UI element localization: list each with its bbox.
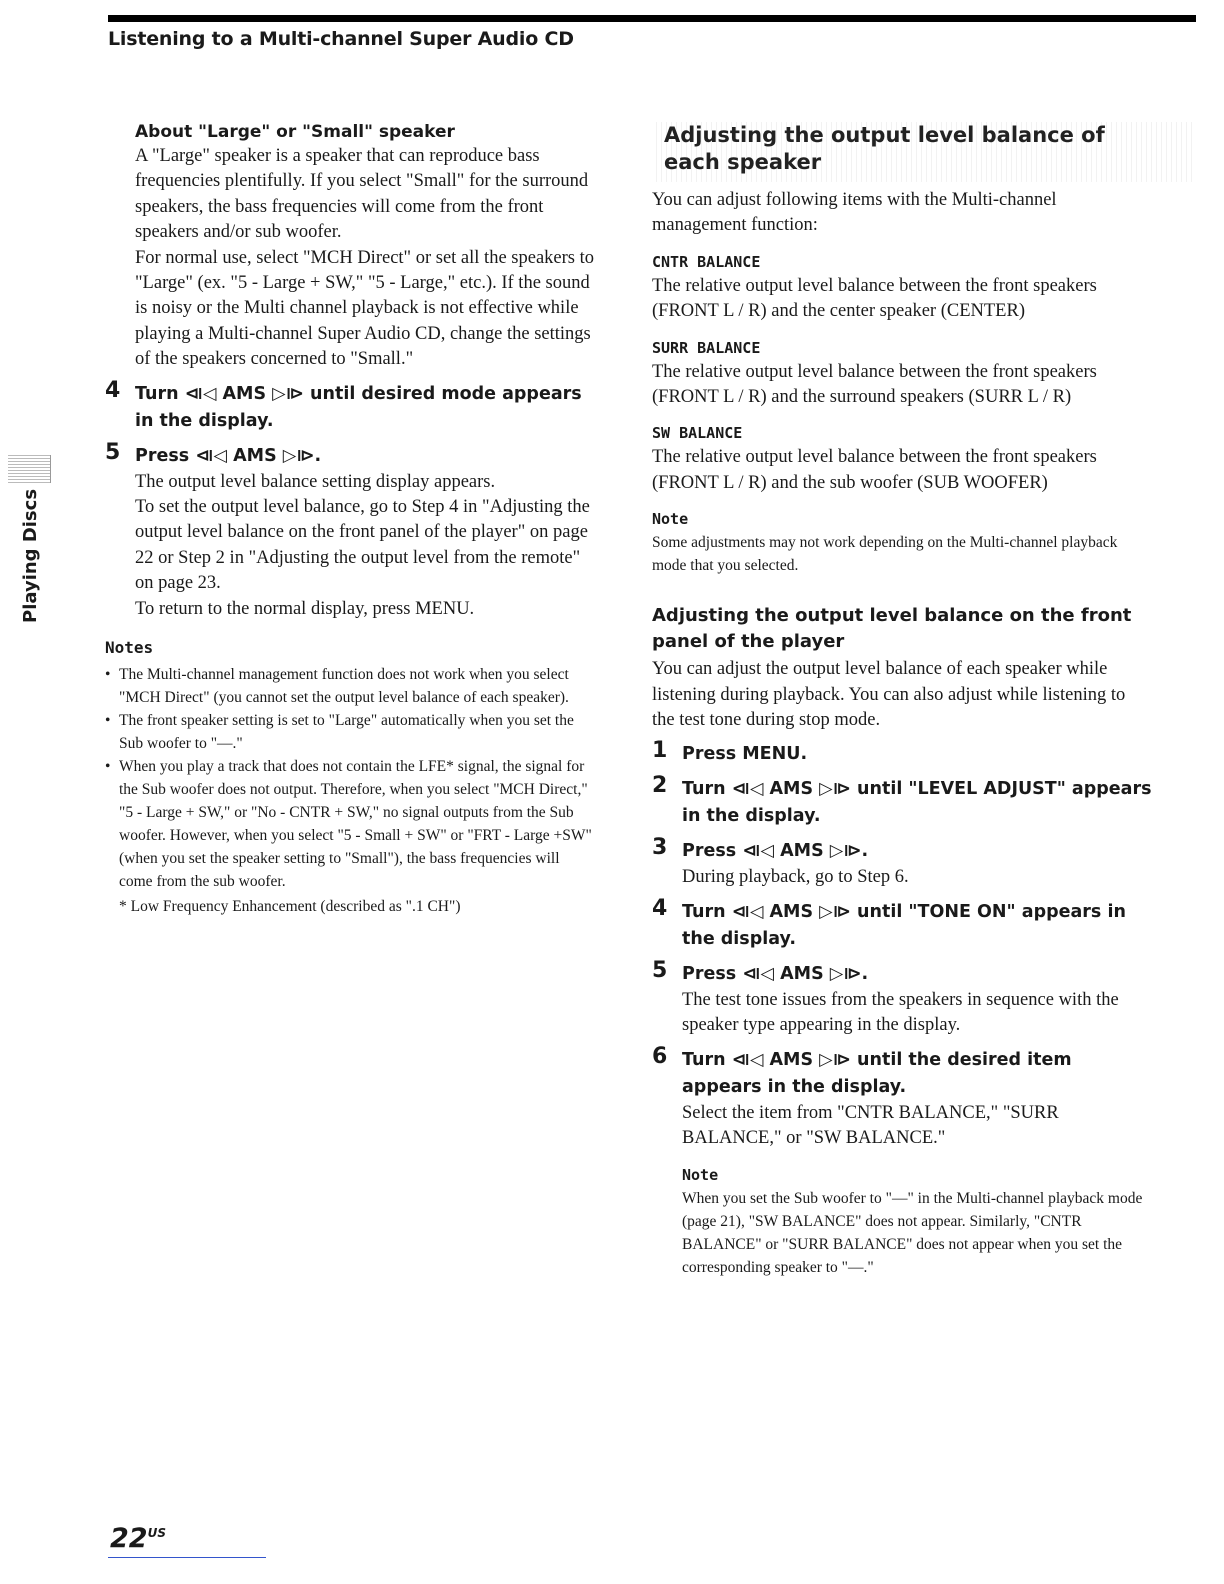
notes-list <box>105 663 595 893</box>
footer-rule <box>108 1557 266 1558</box>
step-title: Press ⧏◁ AMS ▷⧐. <box>135 445 322 466</box>
section-title: Adjusting the output level balance of each speaker <box>662 122 1152 176</box>
note-heading: Note <box>652 510 689 529</box>
step-number: 5 <box>105 439 121 465</box>
step-text: The test tone issues from the speakers in sequence with the speaker type appearing in the display. <box>682 989 1119 1036</box>
side-section-label <box>20 488 46 623</box>
balance-item <box>652 253 1152 325</box>
footnote: * Low Frequency Enhancement (described as ".1 CH") <box>119 898 461 916</box>
right-step-1 <box>652 738 1152 768</box>
page-number <box>110 1523 166 1554</box>
about-speaker-text: A "Large" speaker is a speaker that can reproduce bass frequencies plentifully. If you select "Small" for the surround speakers, the bass frequencies will come from the front speakers and/or sub woofer. <box>135 146 589 243</box>
note-text: When you play a track that does not contain the LFE* signal, the signal for the Sub woofer does not output. Therefore, when you select "MCH Direct," "5 - Large + SW," or "No - CNTR + SW," no signal outputs from the Sub woofer. However, when you select "5 - Small + SW" or "FRT - Large +SW" (when you set the speaker setting to "Small"), the bass frequencies will come from the sub woofer. <box>119 758 592 891</box>
step-title: Turn ⧏◁ AMS ▷⧐ until "LEVEL ADJUST" appears in the display. <box>682 779 1152 827</box>
section-tab-marker <box>8 455 51 483</box>
header-rule <box>108 15 1196 22</box>
step-number: 3 <box>652 835 668 861</box>
section-intro: You can adjust following items with the Multi-channel management function: <box>652 190 1057 236</box>
step-note-block <box>652 1166 1152 1279</box>
bullet-icon: • <box>105 666 111 684</box>
step-number: 5 <box>652 957 668 983</box>
note-heading: Note <box>682 1165 719 1184</box>
note-item <box>105 709 595 755</box>
step-text: To set the output level balance, go to Step 4 in "Adjusting the output level balance on the front panel of the player" on page 22 or Step 2 in "Adjusting the output level from the remote" on page 23. <box>135 497 590 594</box>
bullet-icon: • <box>105 758 111 776</box>
step-title: Press MENU. <box>682 744 808 765</box>
step-title: Turn ⧏◁ AMS ▷⧐ until "TONE ON" appears in the display. <box>682 901 1126 949</box>
step-text: Select the item from "CNTR BALANCE," "SURR BALANCE," or "SW BALANCE." <box>682 1102 1059 1149</box>
note-text: The Multi-channel management function does not work when you select "MCH Direct" (you cannot set the output level balance of each speaker). <box>119 666 569 707</box>
about-speaker-block <box>105 120 595 373</box>
note-text: The front speaker setting is set to "Large" automatically when you set the Sub woofer to "—." <box>119 712 574 753</box>
balance-item-label: SW BALANCE <box>652 424 743 443</box>
right-step-6 <box>652 1043 1152 1152</box>
balance-item-text: The relative output level balance between the front speakers (FRONT L / R) and the sub woofer (SUB WOOFER) <box>652 447 1097 493</box>
note-item <box>105 755 595 893</box>
right-step-2 <box>652 773 1152 830</box>
bullet-icon: • <box>105 712 111 730</box>
about-speaker-text-2: For normal use, select "MCH Direct" or set all the speakers to "Large" (ex. "5 - Large + SW," "5 - Large," etc.). If the sound is noisy or the Multi channel playback is not effective while playing a Multi-channel Super Audio CD, change the settings of the speakers concerned to "Small." <box>135 247 594 370</box>
step-title: Press ⧏◁ AMS ▷⧐. <box>682 841 869 862</box>
balance-item <box>652 424 1152 496</box>
step-number: 2 <box>652 773 668 799</box>
page-number-value: 22 <box>110 1523 148 1554</box>
step-number: 4 <box>105 377 121 403</box>
note-item <box>105 663 595 709</box>
page-number-suffix: US <box>147 1526 166 1540</box>
balance-item-text: The relative output level balance between the front speakers (FRONT L / R) and the center speaker (CENTER) <box>652 275 1097 322</box>
balance-item-text: The relative output level balance between the front speakers (FRONT L / R) and the surround speakers (SURR L / R) <box>652 361 1097 408</box>
page-header-title: Listening to a Multi-channel Super Audio CD <box>108 28 574 50</box>
step-number: 6 <box>652 1043 668 1069</box>
balance-item-label: SURR BALANCE <box>652 338 761 357</box>
step-title: Turn ⧏◁ AMS ▷⧐ until the desired item appears in the display. <box>682 1049 1072 1097</box>
right-step-3 <box>652 835 1152 890</box>
left-step-4 <box>105 377 595 435</box>
right-step-4 <box>652 895 1152 953</box>
side-section-label-text: Playing Discs <box>20 488 41 623</box>
right-column <box>652 122 1152 1279</box>
notes-heading: Notes <box>105 638 154 658</box>
step-text: During playback, go to Step 6. <box>682 867 909 888</box>
left-column <box>105 120 595 918</box>
step-text: The output level balance setting display appears. <box>135 471 496 492</box>
balance-item-label: CNTR BALANCE <box>652 252 761 271</box>
step-title: Turn ⧏◁ AMS ▷⧐ until desired mode appears in the display. <box>135 383 582 431</box>
note-text: Some adjustments may not work depending on the Multi-channel playback mode that you selected. <box>652 534 1118 575</box>
balance-item <box>652 339 1152 411</box>
note-text: When you set the Sub woofer to "—" in the Multi-channel playback mode (page 21), "SW BALANCE" does not appear. Similarly, "CNTR BALANCE" or "SURR BALANCE" does not appear when you set the corresponding speaker to "—." <box>682 1189 1143 1276</box>
right-step-5 <box>652 957 1152 1039</box>
about-speaker-heading: About "Large" or "Small" speaker <box>135 122 455 142</box>
subsection-title: Adjusting the output level balance on the front panel of the player <box>652 605 1132 653</box>
left-step-5 <box>105 439 595 622</box>
step-number: 1 <box>652 738 668 764</box>
step-title: Press ⧏◁ AMS ▷⧐. <box>682 963 869 984</box>
step-text: To return to the normal display, press MENU. <box>135 598 475 619</box>
subsection-intro: You can adjust the output level balance of each speaker while listening during playback. You can also adjust while listening to the test tone during stop mode. <box>652 659 1126 731</box>
step-number: 4 <box>652 895 668 921</box>
